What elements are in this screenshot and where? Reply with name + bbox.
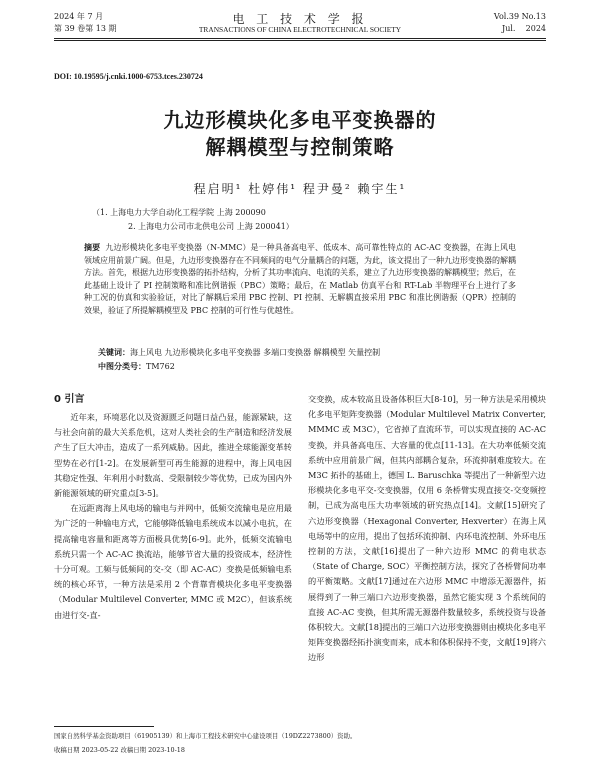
section-heading: 0 引言 bbox=[54, 394, 85, 405]
journal-title-en: TRANSACTIONS OF CHINA ELECTROTECHNICAL SOCIETY bbox=[198, 25, 402, 34]
abstract bbox=[84, 242, 516, 318]
header-rule bbox=[54, 38, 546, 39]
abstract-text: 九边形模块化多电平变换器（N-MMC）是一种具备高电平、低成本、高可靠性特点的 AC-AC 变换器，在海上风电领域应用前景广阔。但是，九边形变换器存在不同频间的电气分量耦合的问题，为此，该文提出了一种九边形变换器的解耦方法。首先，根据九边形变换器的拓扑结构，分析了其功率流向、电流的关系，建立了九边形变换器的解耦模型；然后，在此基础上设计了 PI 控制策略和准比例谐振（PBC）策略；最后，在 Matlab 仿真平台和 RT-Lab 半物理平台上进行了多种工况的仿真和实验验证，对比了解耦后采用 PBC 控制、PI 控制、无解耦直接采用 PBC 和准比例谐振（QPR）控制的效果，验证了所提解耦模型及 PBC 控制的可行性与优越性。 bbox=[84, 243, 517, 315]
footnote-rule bbox=[54, 726, 154, 727]
keywords-text: 海上风电 九边形模块化多电平变换器 多端口变换器 解耦模型 矢量控制 bbox=[130, 348, 381, 357]
keywords bbox=[98, 347, 380, 358]
affiliation-1: （1. 上海电力大学自动化工程学院 上海 200090 bbox=[92, 208, 266, 217]
authors: 程启明¹ 杜婷伟¹ 程尹曼² 赖宇生¹ bbox=[193, 182, 407, 196]
volume-number: Vol.39 No.13 bbox=[493, 12, 546, 21]
paper-title-line2: 解耦模型与控制策略 bbox=[205, 135, 395, 159]
header-rule-2 bbox=[54, 40, 546, 41]
affiliation-2: 2. 上海电力公司市北供电公司 上海 200041） bbox=[128, 222, 294, 231]
classification bbox=[98, 361, 175, 372]
class-label: 中图分类号： bbox=[98, 362, 146, 371]
paragraph: 交变换，成本较高且设备体积巨大[8-10]，另一种方法是采用模块化多电平矩阵变换器（Modular Multilevel Matrix Converter, MMMC 或 M3C），它省掉了直流环节，可以实现直接的 AC-AC 变换，并具备高电压、大容量的优点[11-13]。在大功率低频交流系统中应用前景广阔，但其内部耦合复杂，环流抑制难度较大。在 M3C 拓扑的基础上，德国 L. Baruschka 等提出了一种新型六边形模块化多电平交-交变换器，仅用 6 条桥臂实现直接交-交变频控制，已成为高电压大功率领域的研究热点[14]。文献[15]研究了六边形变换器（Hexagonal Converter, Hexverter）在海上风电场等中的应用，提出了包括环流抑制、内环电流控制、外环电压控制的方法，文献[16]提出了一种六边形 MMC 的荷电状态（State of Charge, SOC）平衡控制方法，探究了各桥臂间功率的平衡策略。文献[17]通过在六边形 MMC 中增添无源器件，拓展得到了一种三端口六边形变换器，虽然它能实现 3 个系统间的直接 AC-AC 变换，但其所需无源器件数量较多，系统投资与设备体积较大。文献[18]提出的三端口六边形变换器则由模块化多电平矩阵变换器经拓扑演变而来，成本和体积保持不变，文献[19]将六边形 bbox=[308, 394, 546, 663]
paper-title-line1: 九边形模块化多电平变换器的 bbox=[163, 108, 437, 132]
abstract-label: 摘要 bbox=[84, 243, 101, 252]
keywords-label: 关键词： bbox=[98, 348, 130, 357]
body-left-column bbox=[54, 410, 292, 623]
received-date: 收稿日期 2023-05-22 改稿日期 2023-10-18 bbox=[54, 746, 185, 754]
doi: DOI: 10.19595/j.cnki.1000-6753.tces.230724 bbox=[54, 72, 203, 81]
class-text: TM762 bbox=[146, 362, 175, 371]
issue-date: 2024 年 7 月 bbox=[54, 12, 104, 21]
month-year: Jul. 2024 bbox=[502, 24, 546, 33]
body-right-column bbox=[308, 392, 546, 666]
funding-footnote: 国家自然科学基金资助项目（61905139）和上海市工程技术研究中心建设项目（19DZ2273800）资助。 bbox=[54, 732, 357, 740]
journal-title-cn: 电 工 技 术 学 报 bbox=[232, 12, 368, 26]
paragraph: 近年来，环境恶化以及资源匮乏问题日益凸显，能源紧缺，这与社会向前的最大关系危机，这对人类社会的生产制造和经济发展产生了巨大冲击，造成了一系列威胁。因此，推进全球能源变革转型势在必行[1-2]。在发展新型可再生能源的进程中，海上风电因其稳定性强、年利用小时数高、受限制较少等优势，已成为国内外新能源领域的研究重点[3-5]。 bbox=[54, 412, 292, 499]
issue-volume-cn: 第 39 卷第 13 期 bbox=[54, 24, 117, 33]
paragraph: 在远距离海上风电场的输电与并网中，低频交流输电是应用最为广泛的一种输电方式，它能够降低输电系统成本以减小电抗，在提高输电容量和距离等方面极具优势[6-9]。此外，低频交流输电系统只需一个 AC-AC 换流站，能够节省大量的投资成本，经济性十分可观。工频与低频间的交-交（即 AC-AC）变换是低频输电系统的核心环节，一种方法是采用 2 个背靠背模块化多电平变换器（Modular Multilevel Converter, MMC 或 M2C），但该系统由进行交-直- bbox=[54, 503, 292, 620]
